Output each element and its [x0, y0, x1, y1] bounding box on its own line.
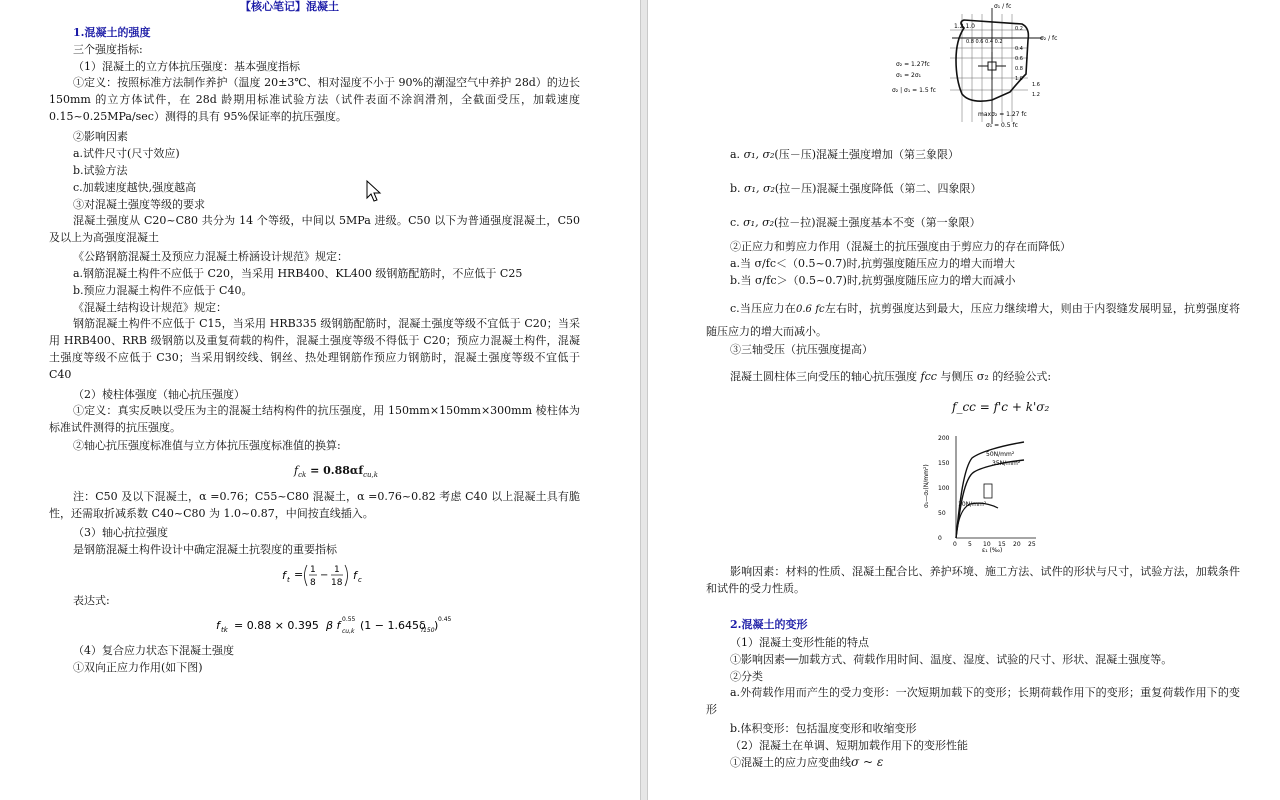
svg-text:c: c	[358, 576, 362, 584]
mouse-cursor-icon	[366, 180, 382, 204]
x-tick-label: 5	[968, 541, 972, 548]
struct-code: 《混凝土结构设计规范》规定：	[73, 301, 227, 314]
svg-text:0.45: 0.45	[438, 616, 452, 623]
prism-definition: ①定义：真实反映以受压为主的混凝土结构构件的抗压强度，用 150mm×150mm×300mm 棱柱体为标准试件测得的抗压强度。	[49, 404, 580, 434]
cube-strength-heading: （1）混凝土的立方体抗压强度：基本强度指标	[73, 60, 300, 73]
page-gutter	[640, 0, 648, 800]
svg-text:ε₁ (‰): ε₁ (‰)	[982, 547, 1003, 554]
strength-indicators: 三个强度指标:	[73, 43, 143, 56]
formula-ft	[280, 560, 380, 590]
svg-text:0.55: 0.55	[342, 616, 356, 623]
y-tick-label: 0	[938, 535, 942, 542]
shear-a: a.当 σ/fc＜（0.5~0.7)时,抗剪强度随压应力的增大而增大	[730, 257, 1015, 270]
svg-text:0.8: 0.8	[1015, 66, 1023, 72]
svg-text:σ₁ / fc: σ₁ / fc	[994, 3, 1012, 10]
svg-text:0.4: 0.4	[1015, 46, 1023, 52]
grade-text: 混凝土强度从 C20~C80 共分为 14 个等级，中间以 5MPa 进级。C50 以下为普通强度混凝土，C50 及以上为高强度混凝土	[49, 214, 580, 244]
note-text: 注：C50 及以下混凝土，α =0.76；C55~C80 混凝土，α =0.76~0.82 考虑 C40 以上混凝土具有脆性，还需取折减系数 C40~C80 为 1.0~0.87，中间按直线插入。	[49, 490, 580, 520]
svg-text:= 0.88 × 0.395: = 0.88 × 0.395	[234, 619, 319, 632]
x-tick-label: 0	[953, 541, 957, 548]
formula-fck: $f_{ck} = 0.88\alpha f_{cu,k}$	[294, 464, 379, 480]
tensile-heading: （3）轴心抗拉强度	[73, 526, 168, 539]
shear-c: c.当压应力在0.6 fc左右时，抗剪强度达到最大，压应力继续增大，则由于内裂缝发展明显，抗剪强度将随压应力的增大而减小。	[706, 302, 1240, 338]
svg-text:σ₂ = 1.27fc: σ₂ = 1.27fc	[896, 61, 930, 68]
svg-text:0.2: 0.2	[1015, 26, 1023, 32]
x-tick-label: 10	[983, 541, 991, 548]
svg-text:18: 18	[331, 578, 343, 588]
svg-text:=: =	[294, 568, 304, 581]
y-tick-label: 200	[938, 435, 950, 442]
shear-b: b.当 σ/fc＞（0.5~0.7)时,抗剪强度随压应力的增大而减小	[730, 274, 1016, 287]
svg-text:8: 8	[310, 578, 316, 588]
classification-a: a.外荷载作用而产生的受力变形：一次短期加载下的变形；长期荷载作用下的变形；重复荷载作用下的变形	[706, 686, 1240, 716]
bridge-rule-a: a.钢筋混凝土构件不应低于 C20，当采用 HRB400、KL400 级钢筋配筋时，不应低于 C25	[73, 267, 523, 280]
curve-10	[956, 503, 998, 538]
svg-text:0.6: 0.6	[1015, 56, 1023, 62]
shear-heading: ②正应力和剪应力作用（混凝土的抗压强度由于剪应力的存在而降低）	[730, 240, 1071, 253]
prism-heading: （2）棱柱体强度（轴心抗压强度）	[73, 388, 245, 401]
svg-text:β f: β f	[326, 619, 341, 632]
biaxial-heading: ①双向正应力作用(如下图)	[73, 661, 203, 674]
svg-text:35N/mm²: 35N/mm²	[992, 460, 1021, 467]
struct-code-text: 钢筋混凝土构件不应低于 C15，当采用 HRB335 级钢筋配筋时，混凝土强度等级不宜低于 C20；当采用 HRB400、RRB 级钢筋以及重复荷载的构件，混凝土强度等级不得低于 C20；预应力混凝土构件，混凝土强度等级不应低于 C30；当采用钢绞线、钢丝、热处理钢筋作预应力钢筋时，混凝土强度等级不宜低于 C40	[49, 317, 580, 381]
influence-factors: 影响因素：材料的性质、混凝土配合比、养护环境、施工方法、试件的形状与尺寸，试验方法，加载条件和试件的受力性质。	[706, 565, 1240, 595]
triaxial-text: 混凝土圆柱体三向受压的轴心抗压强度 fcc 与侧压 σ₂ 的经验公式:	[730, 370, 1052, 383]
svg-text:1: 1	[310, 565, 316, 575]
cube-definition: ①定义：按照标准方法制作养护（温度 20±3℃、相对湿度不小于 90%的潮湿空气中养护 28d）的边长 150mm 的立方体试件，在 28d 龄期用标准试验方法（试件表面不涂润滑剂，全截面受压，加载速度 0.15~0.25MPa/sec）测得的具有 95%保证率的抗压强度。	[49, 76, 580, 123]
svg-text:cu,k: cu,k	[342, 628, 355, 635]
grade-requirement-heading: ③对混凝土强度等级的要求	[73, 198, 205, 211]
svg-text:σ₂ / fc: σ₂ / fc	[1040, 35, 1058, 42]
svg-text:1.2: 1.2	[1032, 92, 1040, 98]
formula-fcc: f_cc = f'c + k'σ₂	[952, 400, 1050, 414]
case-a: a. σ₁, σ₂(压－压)混凝土强度增加（第三象限）	[730, 148, 959, 161]
stress-strain-heading: ①混凝土的应力应变曲线σ ~ ε	[730, 755, 884, 769]
y-tick-label: 50	[938, 510, 946, 517]
tensile-text: 是钢筋混凝土构件设计中确定混凝土抗裂度的重要指标	[73, 543, 337, 556]
svg-text:): )	[434, 619, 439, 632]
svg-text:f: f	[353, 569, 357, 582]
svg-text:maxσ₂ = 1.27 fc: maxσ₂ = 1.27 fc	[978, 111, 1027, 118]
svg-text:1.6: 1.6	[1032, 82, 1040, 88]
svg-text:1.0: 1.0	[1015, 76, 1023, 82]
svg-text:f: f	[282, 569, 286, 582]
svg-text:σ₁ = 2σ₁: σ₁ = 2σ₁	[896, 72, 922, 79]
bridge-code: 《公路钢筋混凝土及预应力混凝土桥涵设计规范》规定：	[73, 250, 348, 263]
svg-text:t: t	[287, 576, 290, 584]
factor-c: c.加载速度越快,强度越高	[73, 181, 197, 194]
svg-text:−: −	[320, 570, 329, 581]
svg-text:10N/mm²: 10N/mm²	[958, 501, 987, 508]
classification-heading: ②分类	[730, 670, 763, 683]
deform-characteristics: （1）混凝土变形性能的特点	[730, 636, 869, 649]
case-b: b. σ₁, σ₂(拉－压)混凝土强度降低（第二、四象限）	[730, 182, 982, 195]
document-title: 【核心笔记】混凝土	[240, 0, 339, 13]
svg-text:50N/mm²: 50N/mm²	[986, 451, 1015, 458]
svg-text:1: 1	[334, 565, 340, 575]
formula-ftk	[214, 612, 452, 638]
svg-text:σ₁ = 0.5 fc: σ₁ = 0.5 fc	[986, 122, 1018, 129]
svg-text:σ₁—σ₂(N/mm²): σ₁—σ₂(N/mm²)	[923, 464, 930, 508]
triaxial-heading: ③三轴受压（抗压强度提高）	[730, 343, 873, 356]
svg-text:0.8 0.6 0.4 0.2: 0.8 0.6 0.4 0.2	[966, 39, 1003, 45]
triaxial-stress-strain-chart	[920, 428, 1040, 556]
expression-label: 表达式:	[73, 594, 110, 607]
biaxial-strength-envelope	[892, 0, 1062, 134]
factor-a: a.试件尺寸(尺寸效应)	[73, 147, 180, 160]
svg-text:(1 − 1.645δ: (1 − 1.645δ	[360, 619, 426, 632]
right-page	[648, 0, 1280, 800]
x-tick-label: 15	[998, 541, 1006, 548]
classification-b: b.体积变形：包括温度变形和收缩变形	[730, 722, 917, 735]
section-heading-strength: 1.混凝土的强度	[73, 26, 151, 39]
y-tick-label: 100	[938, 485, 950, 492]
complex-stress-heading: （4）复合应力状态下混凝土强度	[73, 644, 234, 657]
y-tick-label: 150	[938, 460, 950, 467]
factors-heading: ②影响因素	[73, 130, 128, 143]
mono-loading-heading: （2）混凝土在单调、短期加载作用下的变形性能	[730, 739, 968, 752]
section-heading-deformation: 2.混凝土的变形	[730, 618, 808, 631]
specimen-icon	[984, 484, 992, 498]
svg-text:f: f	[216, 619, 220, 632]
x-tick-label: 20	[1013, 541, 1021, 548]
prism-conversion: ②轴心抗压强度标准值与立方体抗压强度标准值的换算:	[73, 439, 341, 452]
factor-b: b.试验方法	[73, 164, 128, 177]
bridge-rule-b: b.预应力混凝土构件不应低于 C40。	[73, 284, 253, 297]
svg-text:σ₂ | σ₁ = 1.5 fc: σ₂ | σ₁ = 1.5 fc	[892, 87, 936, 94]
svg-text:1.2 1.0: 1.2 1.0	[954, 23, 975, 30]
svg-text:f150: f150	[421, 627, 435, 634]
svg-text:tk: tk	[221, 626, 228, 634]
x-tick-label: 25	[1028, 541, 1036, 548]
case-c: c. σ₁, σ₂(拉－拉)混凝土强度基本不变（第一象限）	[730, 216, 981, 229]
deform-factors: ①影响因素──加载方式、荷载作用时间、温度、湿度、试验的尺寸、形状、混凝土强度等。	[730, 653, 1173, 666]
